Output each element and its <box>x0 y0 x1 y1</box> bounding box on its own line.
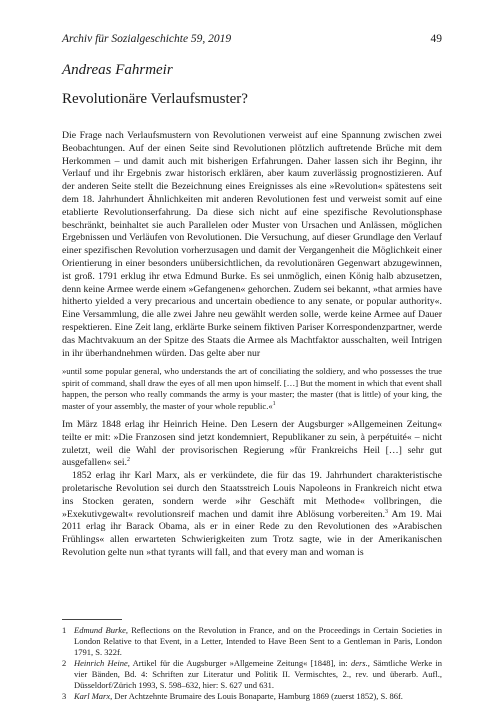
footnote-ref-2[interactable]: 2 <box>126 457 130 464</box>
footnote-number: 2 <box>62 658 67 668</box>
footnote-ders: ders. <box>350 658 368 668</box>
footnote-ref-3[interactable]: 3 <box>384 508 388 515</box>
footnote-number: 1 <box>62 625 67 635</box>
body-paragraph-3 <box>62 470 442 560</box>
footnote-3 <box>62 691 442 702</box>
footnote-citation: , Reflections on the Revolution in France, and on the Proceedings in Certain Societies in London Relative to that Event, in a Letter, Intended to Have Been Sent to a Gentleman in Paris, London 1791, S. 322f. <box>74 625 442 657</box>
footnote-text <box>74 658 442 691</box>
body-paragraph-2 <box>62 419 442 470</box>
body-paragraph-1 <box>62 130 442 360</box>
article-title: Revolutionäre Verlaufsmuster? <box>62 91 248 107</box>
page-number: 49 <box>430 33 442 45</box>
running-head: Archiv für Sozialgeschichte 59, 2019 <box>62 33 232 45</box>
article-body <box>62 130 442 560</box>
footnote-number: 3 <box>62 691 67 701</box>
footnote-ref-1[interactable]: 1 <box>272 400 276 407</box>
article-author: Andreas Fahrmeir <box>62 62 173 78</box>
footnote-citation: , Der Achtzehnte Brumaire des Louis Bonaparte, Hamburg 1869 (zuerst 1852), S. 86f. <box>110 691 403 701</box>
paragraph-text: Im März 1848 erlag ihr Heinrich Heine. Den Lesern der Augsburger »Allgemeinen Zeitung« teilte er mit: »Die Franzosen sind jetzt kondemniert, Republikaner zu sein, à perpétuité« – nicht zuletzt, weil die Wahl der provisorischen Regierung »für Frankreichs Heil […] sehr gut ausgefallen« sei. <box>62 418 442 469</box>
paragraph-text: Die Frage nach Verlaufsmustern von Revolutionen verweist auf eine Spannung zwischen zwei Beobachtungen. Auf der einen Seite sind Revolutionen plötzlich auftretende Brüche mit dem Herkommen – und damit auch mit bisherigen Erfahrungen. Daher lassen sich ihr Beginn, ihr Verlauf und ihr Ergebnis zwar historisch erklären, aber kaum zuverlässig prognostizieren. Auf der anderen Seite stellt die Bezeichnung eines Ereignisses als eine »Revolution« spätestens seit dem 18. Jahrhundert Ähnlichkeiten mit anderen Revolutionen fest und verweist somit auf eine etablierte Revolutionserfahrung. Da diese sich nicht auf eine spezifische Revolutionsphase beschränkt, beinhaltet sie auch Parallelen oder Muster von Ursachen und Anlässen, möglichen Ergebnissen und Verläufen von Revolutionen. Die Versuchung, auf dieser Grundlage den Verlauf einer spezifischen Revolution vorherzusagen und damit der Vergangenheit die Möglichkeit einer Orientierung in einer besonders unübersichtlichen, da revolutionären Gegenwart abzugewinnen, ist groß. 1791 erklug ihr etwa Edmund Burke. Es sei unmöglich, einen König halb abzusetzen, denn keine Armee werde einem »Gefangenen« gehorchen. Zudem sei bekannt, »that armies have hitherto yielded a very precarious and uncertain obedience to any senate, or popular authority«. Eine Versammlung, die alle zwei Jahre neu gewählt werden solle, werde keine Armee auf Dauer respektieren. Eine Zeit lang, erklärte Burke seinem fiktiven Pariser Korrespondenzpartner, werde das Machtvakuum an der Spitze des Staats die Armee als Machtfaktor ausschalten, weil Intrigen in ihr überhandnehmen würden. Das gelte aber nur <box>62 130 442 359</box>
footnote-divider <box>62 619 122 620</box>
footnote-author: Heinrich Heine <box>74 658 128 668</box>
footnotes <box>62 625 442 702</box>
paragraph-text-continued: Am 19. Mai 2011 erlag ihr Barack Obama, als er in einer Rede zu den Revolutionen des »Arabischen Frühlings« allen erwarteten Schwierigkeiten zum Trotz sagte, wie in der Amerikanischen Revolution gelte nun »that tyrants will fall, and that every man and woman is <box>62 508 442 558</box>
quote-text: »until some popular general, who understands the art of conciliating the soldiery, and who possesses the true spirit of command, shall draw the eyes of all men upon himself. […] But the moment in which that event shall happen, the person who really commands the army is your master; the master (that is little) of your king, the master of your assembly, the master of your whole republic.« <box>62 366 442 411</box>
footnote-2 <box>62 658 442 691</box>
footnote-text <box>74 625 442 658</box>
footnote-text <box>74 691 442 702</box>
footnote-citation: , Artikel für die Augsburger »Allgemeine Zeitung« [1848], in: <box>127 658 351 668</box>
footnote-author: Edmund Burke <box>74 625 126 635</box>
block-quote <box>62 366 442 412</box>
footnote-citation-cont: , Sämtliche Werke in vier Bänden, Bd. 4: Schriften zur Literatur und Politik II. Vermischtes, 2., rev. und überarb. Aufl., Düsseldorf/Zürich 1993, S. 598–632, hier: S. 627 und 631. <box>74 658 443 690</box>
paragraph-text: 1852 erlag ihr Karl Marx, als er verkündete, die für das 19. Jahrhundert charakteristische proletarische Revolution sei durch den Staatsstreich Louis Napoleons in Frankreich nicht etwa ins Stocken geraten, sondern werde »ihr Geschäft mit Methode« vollbringen, die »Exekutivgewalt« revolutionsreif machen und damit ihre Ablösung vorbereiten. <box>62 470 442 520</box>
footnote-author: Karl Marx <box>74 691 111 701</box>
footnote-1 <box>62 625 442 658</box>
